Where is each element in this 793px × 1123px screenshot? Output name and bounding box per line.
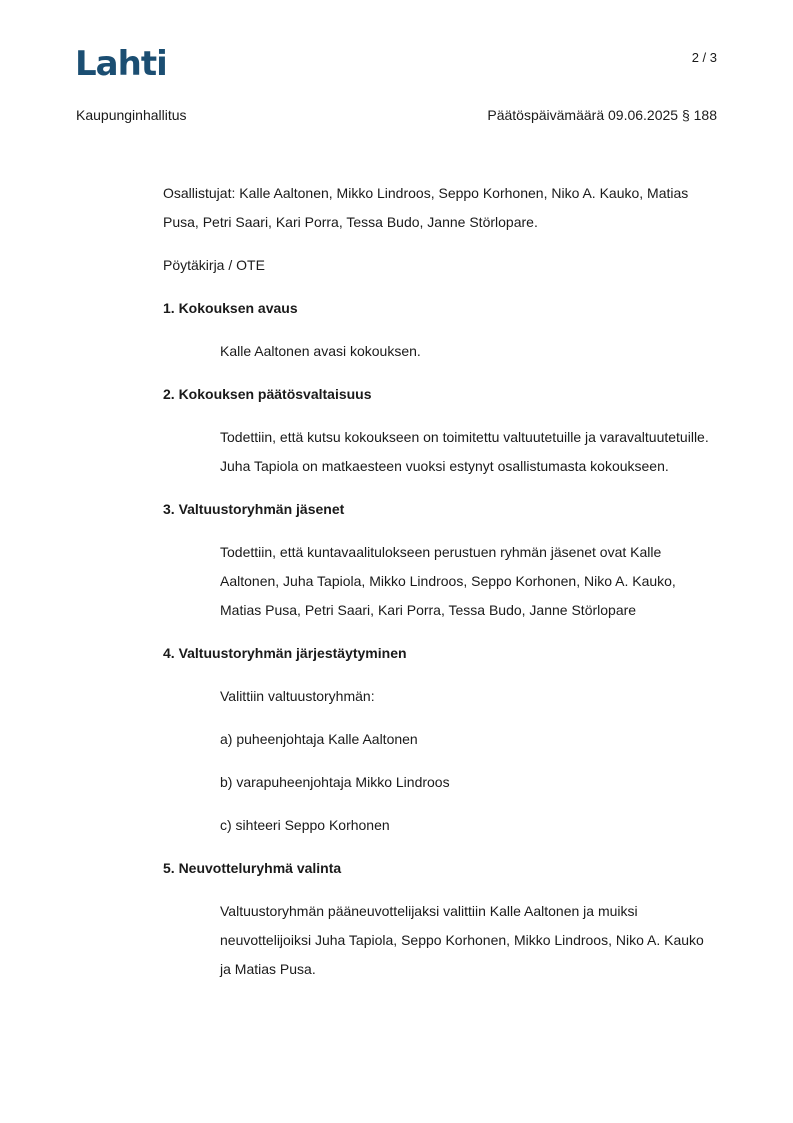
list-item: b) varapuheenjohtaja Mikko Lindroos — [220, 774, 450, 790]
participants: Osallistujat: Kalle Aaltonen, Mikko Lindroos, Seppo Korhonen, Niko A. Kauko, Matias Pusa, Petri Saari, Kari Porra, Tessa Budo, Janne Störlopare. — [163, 185, 689, 230]
organization-name: Kaupunginhallitus — [76, 107, 187, 123]
document-body — [163, 179, 717, 998]
section-heading: 4. Valtuustoryhmän järjestäytyminen — [163, 645, 407, 661]
minutes-label: Pöytäkirja / OTE — [163, 257, 265, 273]
section-text: Valittiin valtuustoryhmän: — [220, 688, 375, 704]
document-header — [76, 107, 717, 123]
decision-date: Päätöspäivämäärä 09.06.2025 § 188 — [487, 107, 717, 123]
page-number: 2 / 3 — [691, 50, 717, 65]
section-heading: 3. Valtuustoryhmän jäsenet — [163, 501, 345, 517]
section-heading: 2. Kokouksen päätösvaltaisuus — [163, 386, 372, 402]
section-heading: 1. Kokouksen avaus — [163, 300, 298, 316]
section-text: Todettiin, että kutsu kokoukseen on toimitettu valtuutetuille ja varavaltuutetuille. Juha Tapiola on matkaesteen vuoksi estynyt osallistumasta kokoukseen. — [220, 429, 709, 474]
section-heading: 5. Neuvotteluryhmä valinta — [163, 860, 342, 876]
section-text: Todettiin, että kuntavaalitulokseen perustuen ryhmän jäsenet ovat Kalle Aaltonen, Juha Tapiola, Mikko Lindroos, Seppo Korhonen, Niko A. Kauko, Matias Pusa, Petri Saari, Kari Porra, Tessa Budo, Janne Störlopare — [220, 544, 676, 618]
lahti-logo — [75, 46, 185, 82]
section-text: Valtuustoryhmän pääneuvottelijaksi valittiin Kalle Aaltonen ja muiksi neuvottelijoiksi Juha Tapiola, Seppo Korhonen, Mikko Lindroos, Niko A. Kauko ja Matias Pusa. — [220, 903, 704, 977]
section-text: Kalle Aaltonen avasi kokouksen. — [220, 343, 421, 359]
list-item: c) sihteeri Seppo Korhonen — [220, 817, 390, 833]
logo-text: Lahti — [75, 44, 167, 84]
list-item: a) puheenjohtaja Kalle Aaltonen — [220, 731, 418, 747]
